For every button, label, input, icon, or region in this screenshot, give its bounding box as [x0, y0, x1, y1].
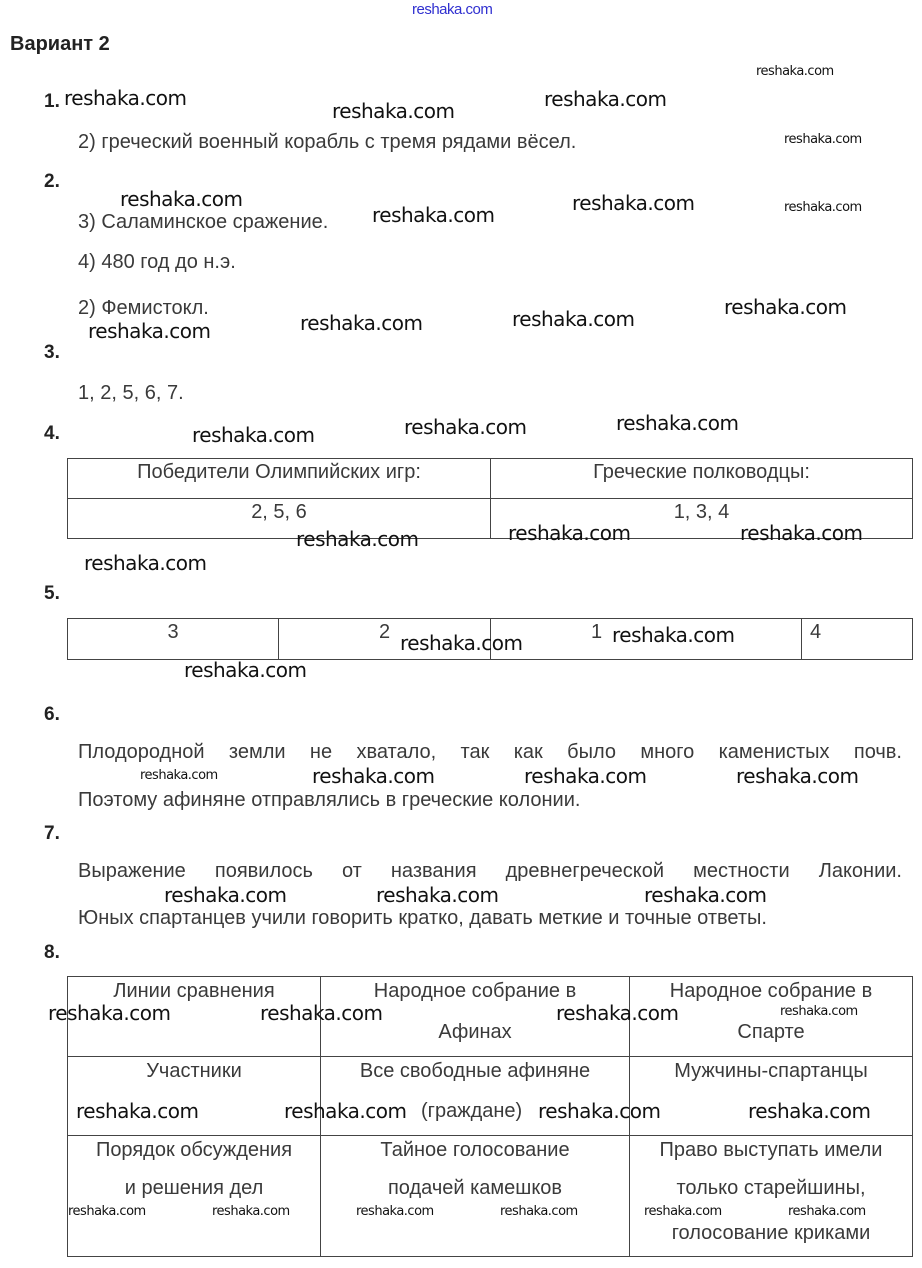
table-cell	[630, 1136, 913, 1257]
answer-line: Юных спартанцев учили говорить кратко, давать меткие и точные ответы.	[78, 907, 767, 929]
answer: 2) Фемистокл.	[78, 297, 209, 319]
watermark: reshaka.com	[544, 87, 667, 111]
table-cell: 2, 5, 6	[68, 499, 491, 539]
watermark: reshaka.com	[312, 764, 435, 788]
watermark: reshaka.com	[500, 1204, 578, 1219]
watermark: reshaka.com	[372, 203, 495, 227]
page-title: Вариант 2	[10, 33, 110, 55]
watermark: reshaka.com	[300, 311, 423, 335]
answer: 3) Саламинское сражение.	[78, 211, 329, 233]
table-cell	[630, 1057, 913, 1136]
cell-line: подачей камешков	[387, 1177, 563, 1199]
watermark: reshaka.com	[788, 1204, 866, 1219]
table-cell	[321, 1057, 630, 1136]
table-cell: 1	[491, 619, 802, 660]
cell-line: Право выступать имели	[659, 1139, 883, 1161]
site-header-link[interactable]: reshaka.com	[412, 1, 493, 18]
table-cell	[68, 1057, 321, 1136]
question-number: 6.	[44, 704, 60, 725]
watermark: reshaka.com	[784, 132, 862, 147]
question-number: 4.	[44, 423, 60, 444]
watermark: reshaka.com	[48, 1001, 171, 1025]
table-cell: 3	[68, 619, 279, 660]
watermark: reshaka.com	[756, 64, 834, 79]
cell-line: Тайное голосование	[380, 1139, 570, 1161]
question-number: 8.	[44, 942, 60, 963]
table-cell	[321, 1136, 630, 1257]
table-cell: 2	[279, 619, 491, 660]
answer-line: Выражение появилось от названия древнегреческой местности Лаконии.	[78, 860, 902, 882]
answer: 1, 2, 5, 6, 7.	[78, 382, 184, 404]
cell-line: Порядок обсуждения	[95, 1139, 293, 1161]
watermark: reshaka.com	[404, 415, 527, 439]
question-number: 1.	[44, 91, 60, 112]
answer-line: Плодородной земли не хватало, так как было много каменистых почв.	[78, 741, 902, 763]
watermark: reshaka.com	[780, 1004, 858, 1019]
cell-line: Мужчины-спартанцы	[674, 1060, 868, 1082]
cell-line: голосование криками	[671, 1222, 871, 1244]
table-cell: 4	[802, 619, 913, 660]
watermark: reshaka.com	[332, 99, 455, 123]
watermark: reshaka.com	[556, 1001, 679, 1025]
cell-line: (граждане)	[421, 1100, 523, 1122]
table-cell	[68, 1136, 321, 1257]
question-number: 2.	[44, 171, 60, 192]
watermark: reshaka.com	[260, 1001, 383, 1025]
watermark: reshaka.com	[68, 1204, 146, 1219]
question-number: 7.	[44, 823, 60, 844]
watermark: reshaka.com	[356, 1204, 434, 1219]
table-cell: 1, 3, 4	[491, 499, 913, 539]
cell-line: Участники	[146, 1060, 242, 1082]
question-number: 3.	[44, 342, 60, 363]
table-header: Греческие полководцы:	[491, 459, 913, 499]
watermark: reshaka.com	[76, 1099, 199, 1123]
watermark: reshaka.com	[400, 631, 523, 655]
answer: 2) греческий военный корабль с тремя рядами вёсел.	[78, 131, 577, 153]
watermark: reshaka.com	[538, 1099, 661, 1123]
cell-line: Народное собрание в	[669, 980, 873, 1002]
watermark: reshaka.com	[88, 319, 211, 343]
watermark: reshaka.com	[140, 768, 218, 783]
question-number: 5.	[44, 583, 60, 604]
cell-line: Линии сравнения	[113, 980, 275, 1002]
cell-line: только старейшины,	[676, 1177, 866, 1199]
watermark: reshaka.com	[572, 191, 695, 215]
watermark: reshaka.com	[84, 551, 207, 575]
watermark: reshaka.com	[64, 86, 187, 110]
watermark: reshaka.com	[296, 527, 419, 551]
answer-line: Поэтому афиняне отправлялись в греческие колонии.	[78, 789, 581, 811]
cell-line: Все свободные афиняне	[359, 1060, 591, 1082]
cell-line: и решения дел	[124, 1177, 264, 1199]
watermark: reshaka.com	[740, 521, 863, 545]
watermark: reshaka.com	[120, 187, 243, 211]
watermark: reshaka.com	[376, 883, 499, 907]
watermark: reshaka.com	[784, 200, 862, 215]
cell-line: Спарте	[737, 1021, 805, 1043]
watermark: reshaka.com	[724, 295, 847, 319]
watermark: reshaka.com	[192, 423, 315, 447]
watermark: reshaka.com	[612, 623, 735, 647]
watermark: reshaka.com	[616, 411, 739, 435]
cell-line: Афинах	[438, 1021, 512, 1043]
watermark: reshaka.com	[212, 1204, 290, 1219]
watermark: reshaka.com	[644, 1204, 722, 1219]
cell-line: Народное собрание в	[373, 980, 577, 1002]
watermark: reshaka.com	[508, 521, 631, 545]
table-header: Победители Олимпийских игр:	[68, 459, 491, 499]
watermark: reshaka.com	[184, 658, 307, 682]
watermark: reshaka.com	[284, 1099, 407, 1123]
watermark: reshaka.com	[748, 1099, 871, 1123]
watermark: reshaka.com	[524, 764, 647, 788]
watermark: reshaka.com	[164, 883, 287, 907]
answer: 4) 480 год до н.э.	[78, 251, 236, 273]
watermark: reshaka.com	[644, 883, 767, 907]
watermark: reshaka.com	[512, 307, 635, 331]
watermark: reshaka.com	[736, 764, 859, 788]
